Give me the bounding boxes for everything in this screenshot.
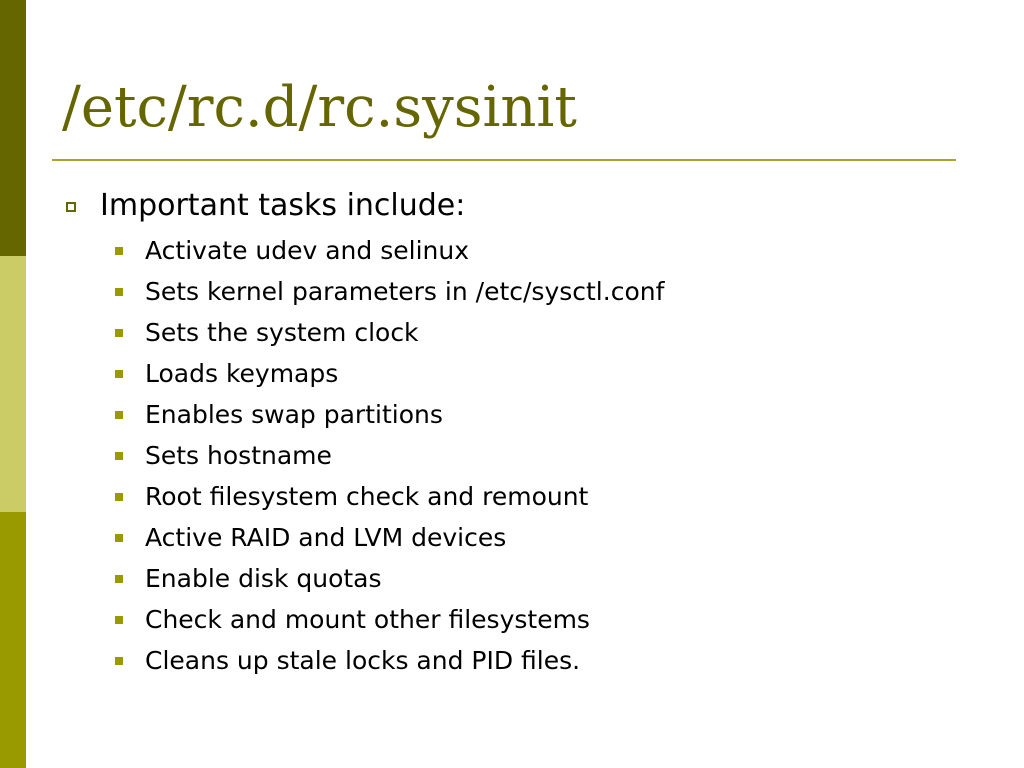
filled-square-bullet-icon [115,657,123,665]
list-item [115,640,664,681]
list-item-text: Sets hostname [145,441,332,470]
filled-square-bullet-icon [115,616,123,624]
main-bullet [66,188,465,224]
list-item [115,230,664,271]
list-item [115,271,664,312]
list-item [115,599,664,640]
list-item [115,394,664,435]
sidebar-segment-mid [0,512,26,768]
filled-square-bullet-icon [115,452,123,460]
list-item-text: Sets kernel parameters in /etc/sysctl.conf [145,277,665,306]
sidebar-accent-bar [0,0,26,768]
list-item-text: Activate udev and selinux [145,236,469,265]
title-divider [52,159,956,161]
filled-square-bullet-icon [115,534,123,542]
list-item [115,435,664,476]
filled-square-bullet-icon [115,288,123,296]
list-item [115,353,664,394]
list-item-text: Loads keymaps [145,359,339,388]
hollow-square-bullet-icon [66,202,76,212]
list-item [115,517,664,558]
task-list [115,230,664,681]
list-item-text: Sets the system clock [145,318,419,347]
list-item [115,312,664,353]
sidebar-segment-dark [0,0,26,256]
main-bullet-text: Important tasks include: [100,188,466,223]
list-item-text: Enable disk quotas [145,564,382,593]
list-item-text: Root filesystem check and remount [145,482,589,511]
filled-square-bullet-icon [115,493,123,501]
list-item [115,476,664,517]
filled-square-bullet-icon [115,329,123,337]
list-item-text: Cleans up stale locks and PID files. [145,646,581,675]
filled-square-bullet-icon [115,411,123,419]
filled-square-bullet-icon [115,370,123,378]
filled-square-bullet-icon [115,247,123,255]
list-item-text: Active RAID and LVM devices [145,523,507,552]
list-item [115,558,664,599]
list-item-text: Enables swap partitions [145,400,443,429]
slide-title: /etc/rc.d/rc.sysinit [62,75,577,140]
list-item-text: Check and mount other filesystems [145,605,590,634]
filled-square-bullet-icon [115,575,123,583]
sidebar-segment-light [0,256,26,512]
